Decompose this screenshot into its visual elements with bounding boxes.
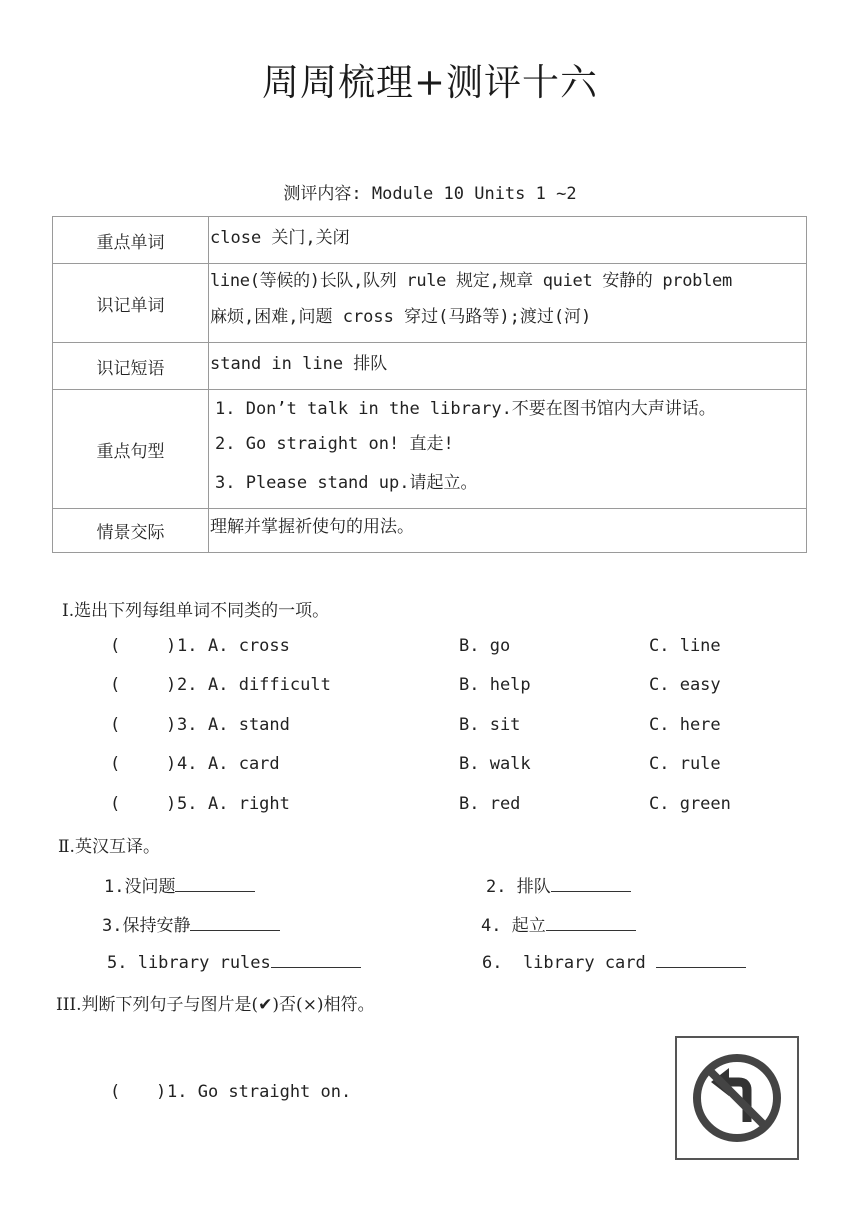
table-row — [53, 343, 807, 390]
translation-prompt: 5. library rules — [107, 953, 271, 973]
table-row — [53, 509, 807, 553]
translation-item-6 — [482, 951, 746, 973]
option-b: B. sit — [459, 715, 521, 735]
summary-table — [52, 216, 807, 553]
row-label-key-words: 重点单词 — [53, 217, 209, 264]
content-line: close 关门,关闭 — [210, 228, 350, 248]
row-label-sentences: 重点句型 — [53, 390, 209, 509]
option-c: C. line — [649, 636, 721, 656]
answer-blank[interactable] — [546, 914, 636, 931]
option-a: A. right — [208, 794, 290, 814]
item-number: 3. — [177, 715, 198, 735]
row-label-memory-words: 识记单词 — [53, 264, 209, 343]
option-c: C. green — [649, 794, 731, 814]
content-line: 理解并掌握祈使句的用法。 — [210, 517, 414, 537]
option-b: B. help — [459, 675, 531, 695]
answer-paren-close: ) — [166, 794, 177, 814]
answer-paren-open[interactable]: ( — [110, 1082, 121, 1102]
page-title: 周周梳理+测评十六 — [261, 61, 598, 104]
translation-prompt: 2. 排队 — [486, 877, 551, 897]
table-row — [53, 390, 807, 509]
translation-item-1 — [104, 872, 255, 897]
section-2-heading: Ⅱ.英汉互译。 — [58, 837, 160, 857]
translation-item-3 — [102, 911, 280, 936]
content-line: 3. Please stand up.请起立。 — [215, 473, 478, 493]
answer-blank[interactable] — [190, 914, 280, 931]
translation-item-5 — [107, 951, 361, 973]
answer-paren-open[interactable]: ( — [110, 754, 121, 774]
translation-prompt: 6. library card — [482, 953, 656, 973]
table-row — [53, 217, 807, 264]
answer-paren-open[interactable]: ( — [110, 794, 121, 814]
translation-prompt: 1.没问题 — [104, 877, 176, 897]
option-b: B. walk — [459, 754, 531, 774]
translation-prompt: 4. 起立 — [481, 916, 546, 936]
answer-paren-open[interactable]: ( — [110, 715, 121, 735]
answer-paren-close: ) — [166, 675, 177, 695]
judgement-sentence: 1. Go straight on. — [167, 1082, 352, 1102]
answer-paren-close: ) — [166, 636, 177, 656]
option-b: B. red — [459, 794, 521, 814]
row-content-sentences — [209, 390, 807, 509]
option-a: A. cross — [208, 636, 290, 656]
option-c: C. easy — [649, 675, 721, 695]
option-c: C. here — [649, 715, 721, 735]
option-a: A. card — [208, 754, 280, 774]
row-content-situations — [209, 509, 807, 553]
item-number: 2. — [177, 675, 198, 695]
section-3-heading: III.判断下列句子与图片是(✔)否(×)相符。 — [56, 995, 375, 1015]
item-number: 5. — [177, 794, 198, 814]
answer-paren-open[interactable]: ( — [110, 675, 121, 695]
option-c: C. rule — [649, 754, 721, 774]
translation-prompt: 3.保持安静 — [102, 916, 191, 936]
answer-paren-close: ) — [166, 754, 177, 774]
table-row — [53, 264, 807, 343]
section-1-heading: Ⅰ.选出下列每组单词不同类的一项。 — [62, 601, 330, 621]
row-content-key-words — [209, 217, 807, 264]
content-line: 2. Go straight on! 直走! — [215, 434, 454, 454]
no-left-turn-sign-graphic — [677, 1038, 797, 1158]
answer-blank[interactable] — [175, 875, 255, 892]
content-line: 麻烦,困难,问题 cross 穿过(马路等);渡过(河) — [210, 307, 592, 327]
row-content-phrases — [209, 343, 807, 390]
answer-paren-close: ) — [166, 715, 177, 735]
answer-paren-close: ) — [156, 1082, 167, 1102]
translation-item-4 — [481, 911, 636, 936]
assessment-content: 测评内容: Module 10 Units 1 ~2 — [283, 184, 577, 204]
answer-blank[interactable] — [656, 951, 746, 968]
row-content-memory-words — [209, 264, 807, 343]
row-label-phrases: 识记短语 — [53, 343, 209, 390]
option-a: A. difficult — [208, 675, 331, 695]
no-left-turn-sign-icon — [675, 1036, 799, 1160]
item-number: 4. — [177, 754, 198, 774]
option-b: B. go — [459, 636, 511, 656]
item-number: 1. — [177, 636, 198, 656]
answer-paren-open[interactable]: ( — [110, 636, 121, 656]
row-label-situations: 情景交际 — [53, 509, 209, 553]
content-line: stand in line 排队 — [210, 354, 388, 374]
answer-blank[interactable] — [551, 875, 631, 892]
translation-item-2 — [486, 872, 631, 897]
option-a: A. stand — [208, 715, 290, 735]
answer-blank[interactable] — [271, 951, 361, 968]
content-line: line(等候的)长队,队列 rule 规定,规章 quiet 安静的 problem — [210, 271, 732, 291]
content-line: 1. Don’t talk in the library.不要在图书馆内大声讲话。 — [215, 399, 716, 419]
